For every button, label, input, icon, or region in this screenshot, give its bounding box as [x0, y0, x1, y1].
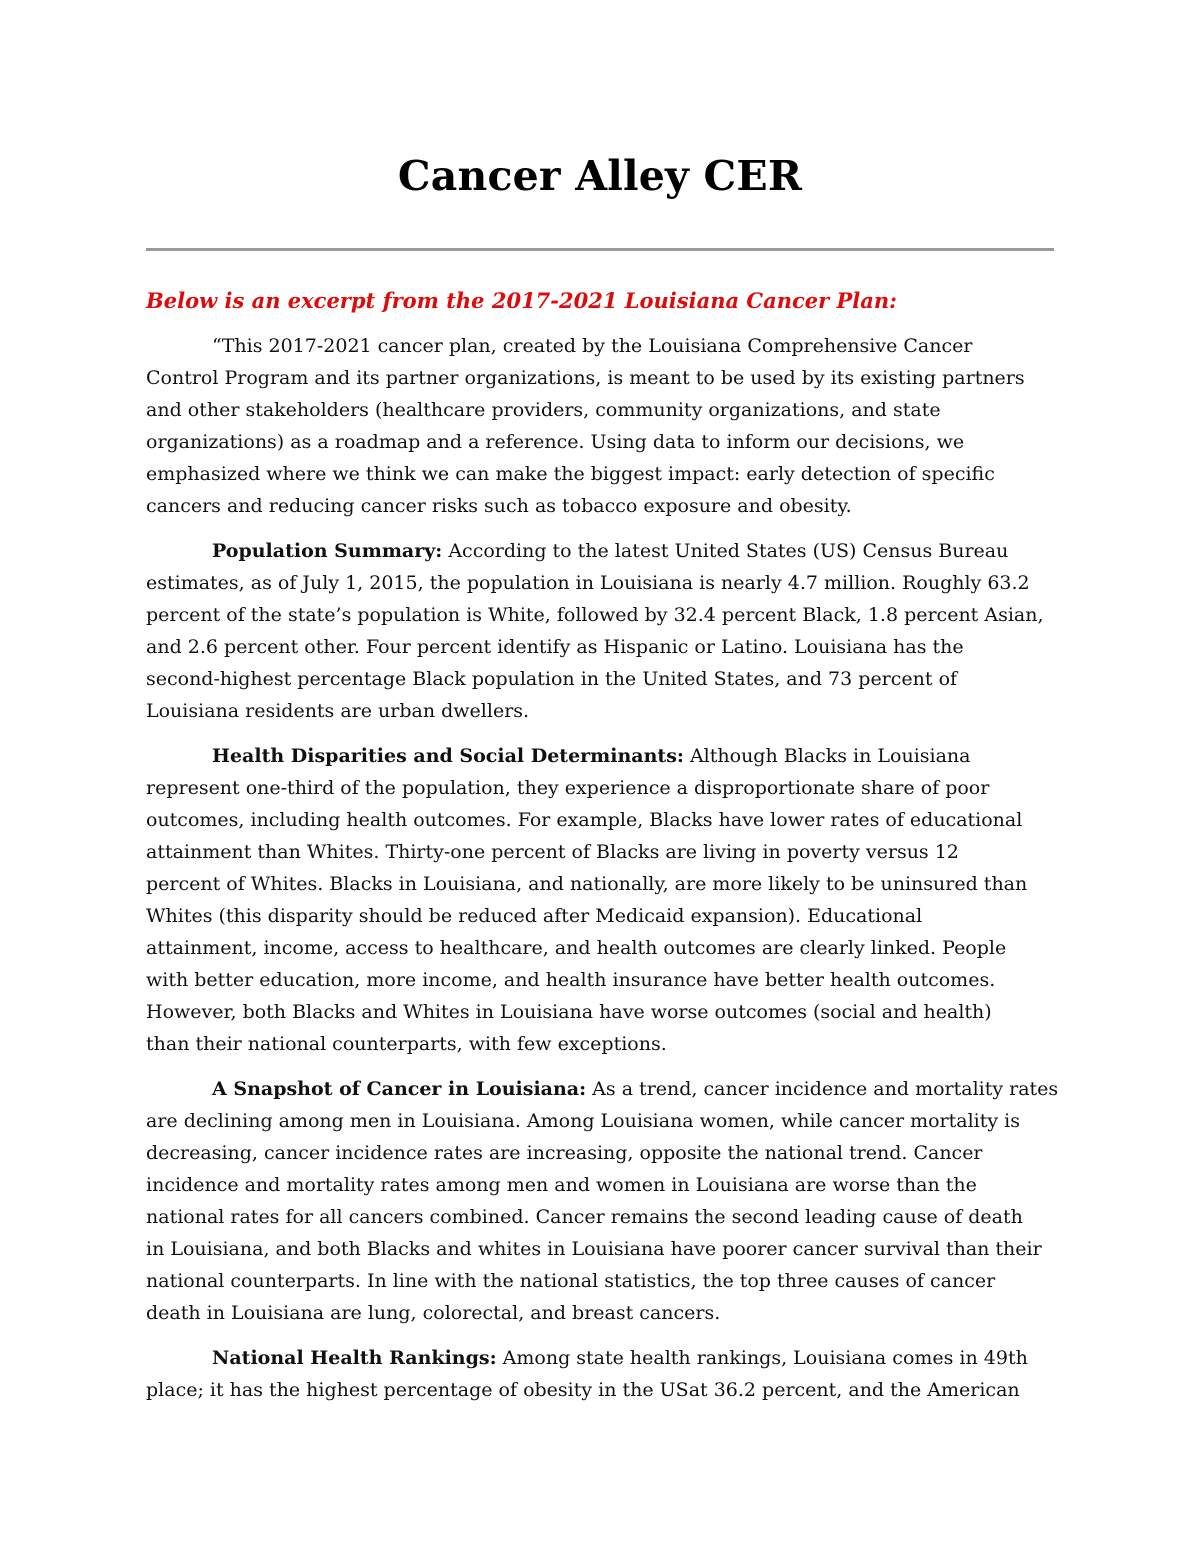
text-line	[146, 535, 1066, 567]
health-disparities-heading: Health Disparities and Social Determinants:	[212, 745, 684, 767]
text-line: percent of Whites. Blacks in Louisiana, and nationally, are more likely to be uninsured than	[146, 873, 1028, 895]
text-line: attainment, income, access to healthcare, and health outcomes are clearly linked. People	[146, 937, 1007, 959]
text-fragment: Although Blacks in Louisiana	[683, 745, 971, 767]
intro-paragraph	[146, 330, 1066, 522]
text-line: incidence and mortality rates among men and women in Louisiana are worse than the	[146, 1174, 977, 1196]
text-line: than their national counterparts, with few exceptions.	[146, 1033, 667, 1055]
cancer-snapshot-heading: A Snapshot of Cancer in Louisiana:	[212, 1078, 587, 1100]
text-line: outcomes, including health outcomes. For example, Blacks have lower rates of educational	[146, 809, 1023, 831]
excerpt-subheading: Below is an excerpt from the 2017-2021 Louisiana Cancer Plan:	[146, 288, 897, 313]
text-line: death in Louisiana are lung, colorectal, and breast cancers.	[146, 1302, 721, 1324]
text-line: national counterparts. In line with the national statistics, the top three causes of cancer	[146, 1270, 996, 1292]
text-line: second-highest percentage Black population in the United States, and 73 percent of	[146, 668, 958, 690]
document-body	[146, 330, 1066, 1419]
text-line: organizations) as a roadmap and a reference. Using data to inform our decisions, we	[146, 431, 965, 453]
text-line	[146, 740, 1066, 772]
population-summary-heading: Population Summary:	[212, 540, 443, 562]
text-line: “This 2017-2021 cancer plan, created by the Louisiana Comprehensive Cancer	[212, 335, 973, 357]
text-line	[146, 1073, 1066, 1105]
text-line: percent of the state’s population is White, followed by 32.4 percent Black, 1.8 percent Asian,	[146, 604, 1044, 626]
text-line: represent one-third of the population, they experience a disproportionate share of poor	[146, 777, 990, 799]
horizontal-divider	[146, 248, 1054, 251]
document-title: Cancer Alley CER	[397, 152, 803, 200]
text-line: and 2.6 percent other. Four percent identify as Hispanic or Latino. Louisiana has the	[146, 636, 964, 658]
cancer-snapshot-paragraph	[146, 1073, 1066, 1329]
text-line: place; it has the highest percentage of obesity in the USat 36.2 percent, and the American	[146, 1379, 1020, 1401]
text-line: and other stakeholders (healthcare providers, community organizations, and state	[146, 399, 941, 421]
health-rankings-heading: National Health Rankings:	[212, 1347, 497, 1369]
text-line: emphasized where we think we can make the biggest impact: early detection of specific	[146, 463, 995, 485]
text-line: national rates for all cancers combined. Cancer remains the second leading cause of death	[146, 1206, 1023, 1228]
text-line: Control Program and its partner organizations, is meant to be used by its existing partners	[146, 367, 1025, 389]
health-rankings-paragraph	[146, 1342, 1066, 1406]
text-line	[146, 1342, 1066, 1374]
text-line: Louisiana residents are urban dwellers.	[146, 700, 530, 722]
text-fragment: Among state health rankings, Louisiana comes in 49th	[496, 1347, 1028, 1369]
text-line: in Louisiana, and both Blacks and whites in Louisiana have poorer cancer survival than their	[146, 1238, 1042, 1260]
text-line: decreasing, cancer incidence rates are increasing, opposite the national trend. Cancer	[146, 1142, 983, 1164]
text-line: estimates, as of July 1, 2015, the population in Louisiana is nearly 4.7 million. Roughly 63.2	[146, 572, 1030, 594]
text-line: cancers and reducing cancer risks such as tobacco exposure and obesity.	[146, 495, 852, 517]
text-fragment: According to the latest United States (US) Census Bureau	[442, 540, 1009, 562]
population-summary-paragraph	[146, 535, 1066, 727]
text-line: Whites (this disparity should be reduced after Medicaid expansion). Educational	[146, 905, 923, 927]
text-line: However, both Blacks and Whites in Louisiana have worse outcomes (social and health)	[146, 1001, 992, 1023]
text-line: with better education, more income, and health insurance have better health outcomes.	[146, 969, 996, 991]
health-disparities-paragraph	[146, 740, 1066, 1060]
text-fragment: As a trend, cancer incidence and mortality rates	[586, 1078, 1059, 1100]
text-line: attainment than Whites. Thirty-one percent of Blacks are living in poverty versus 12	[146, 841, 959, 863]
text-line: are declining among men in Louisiana. Among Louisiana women, while cancer mortality is	[146, 1110, 1020, 1132]
